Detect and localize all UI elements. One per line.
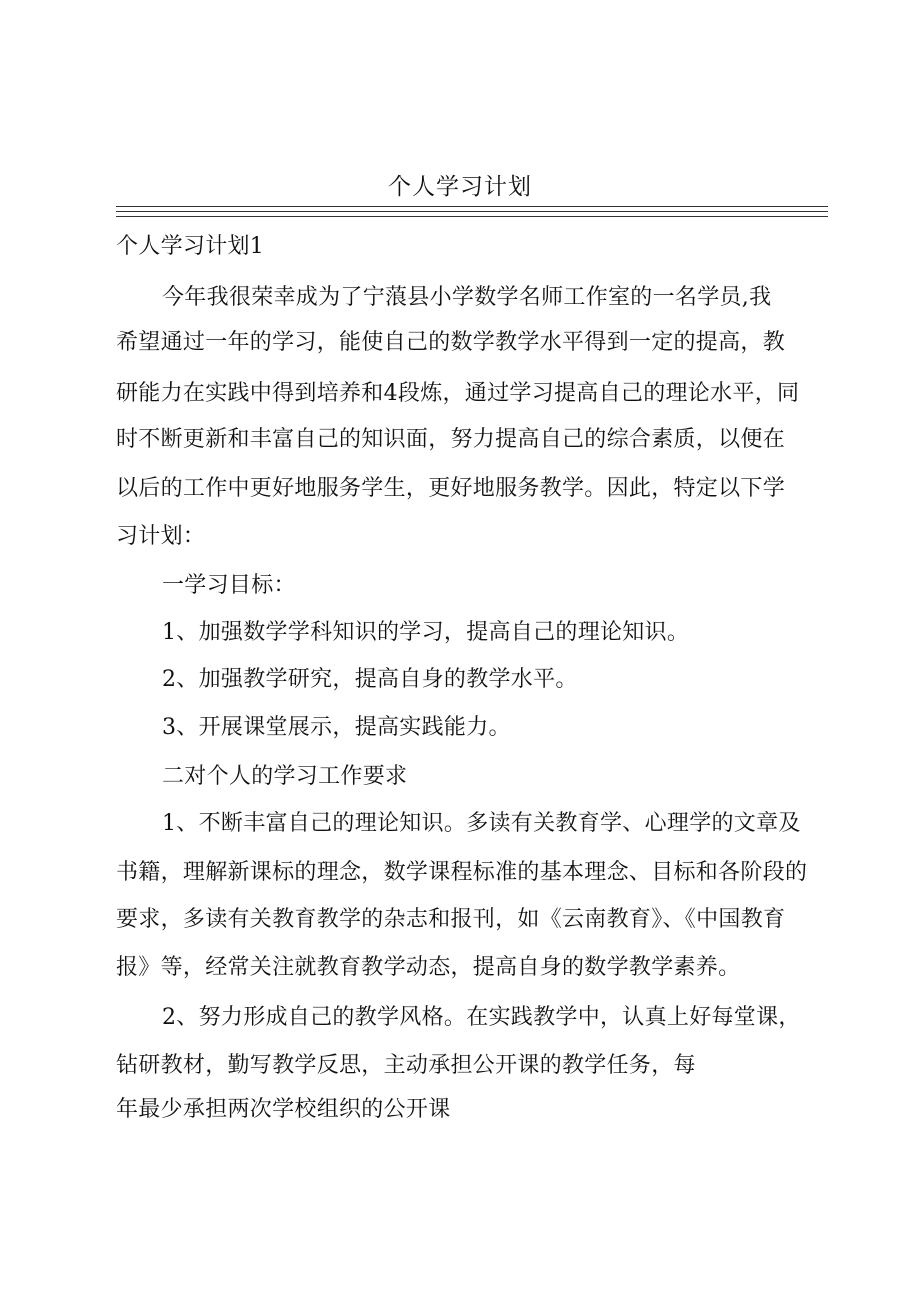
paragraph-line: 今年我很荣幸成为了宁蒗县小学数学名师工作室的一名学员,我 <box>162 285 772 310</box>
paragraph-line: 2、努力形成自己的教学风格。在实践教学中，认真上好每堂课， <box>162 1005 801 1030</box>
title-rule-middle <box>116 211 828 212</box>
list-item: 3、开展课堂展示，提高实践能力。 <box>162 715 511 740</box>
paragraph-line: 钻研教材，勤写教学反思，主动承担公开课的教学任务，每 <box>116 1053 696 1078</box>
document-title: 个人学习计划 <box>388 174 532 200</box>
title-rule-top <box>116 206 828 207</box>
paragraph-line: 要求，多读有关教育教学的杂志和报刊，如《云南教育》、《中国教育 <box>116 907 786 932</box>
paragraph-line: 1、不断丰富自己的理论知识。多读有关教育学、心理学的文章及 <box>162 811 801 836</box>
list-item: 2、加强教学研究，提高自身的教学水平。 <box>162 667 578 692</box>
list-item: 1、加强数学学科知识的学习，提高自己的理论知识。 <box>162 620 690 645</box>
paragraph-line: 时不断更新和丰富自己的知识面，努力提高自己的综合素质，以便在 <box>116 427 786 452</box>
section-heading: 个人学习计划1 <box>116 234 265 259</box>
paragraph-line: 希望通过一年的学习，能使自己的数学教学水平得到一定的提高，教 <box>116 330 786 355</box>
paragraph-line: 年最少承担两次学校组织的公开课 <box>116 1097 451 1122</box>
paragraph-line: 研能力在实践中得到培养和4段炼，通过学习提高自己的理论水平，同 <box>116 381 800 406</box>
paragraph-line: 习计划： <box>116 524 206 549</box>
paragraph-line: 报》等，经常关注就教育教学动态，提高自身的数学教学素养。 <box>116 955 741 980</box>
title-rule-bottom <box>116 216 828 217</box>
paragraph-line: 书籍，理解新课标的理念，数学课程标准的基本理念、目标和各阶段的 <box>116 860 808 885</box>
subheading-goals: 一学习目标： <box>162 573 296 598</box>
subheading-requirements: 二对个人的学习工作要求 <box>162 764 408 789</box>
paragraph-line: 以后的工作中更好地服务学生，更好地服务教学。因此，特定以下学 <box>116 476 786 501</box>
